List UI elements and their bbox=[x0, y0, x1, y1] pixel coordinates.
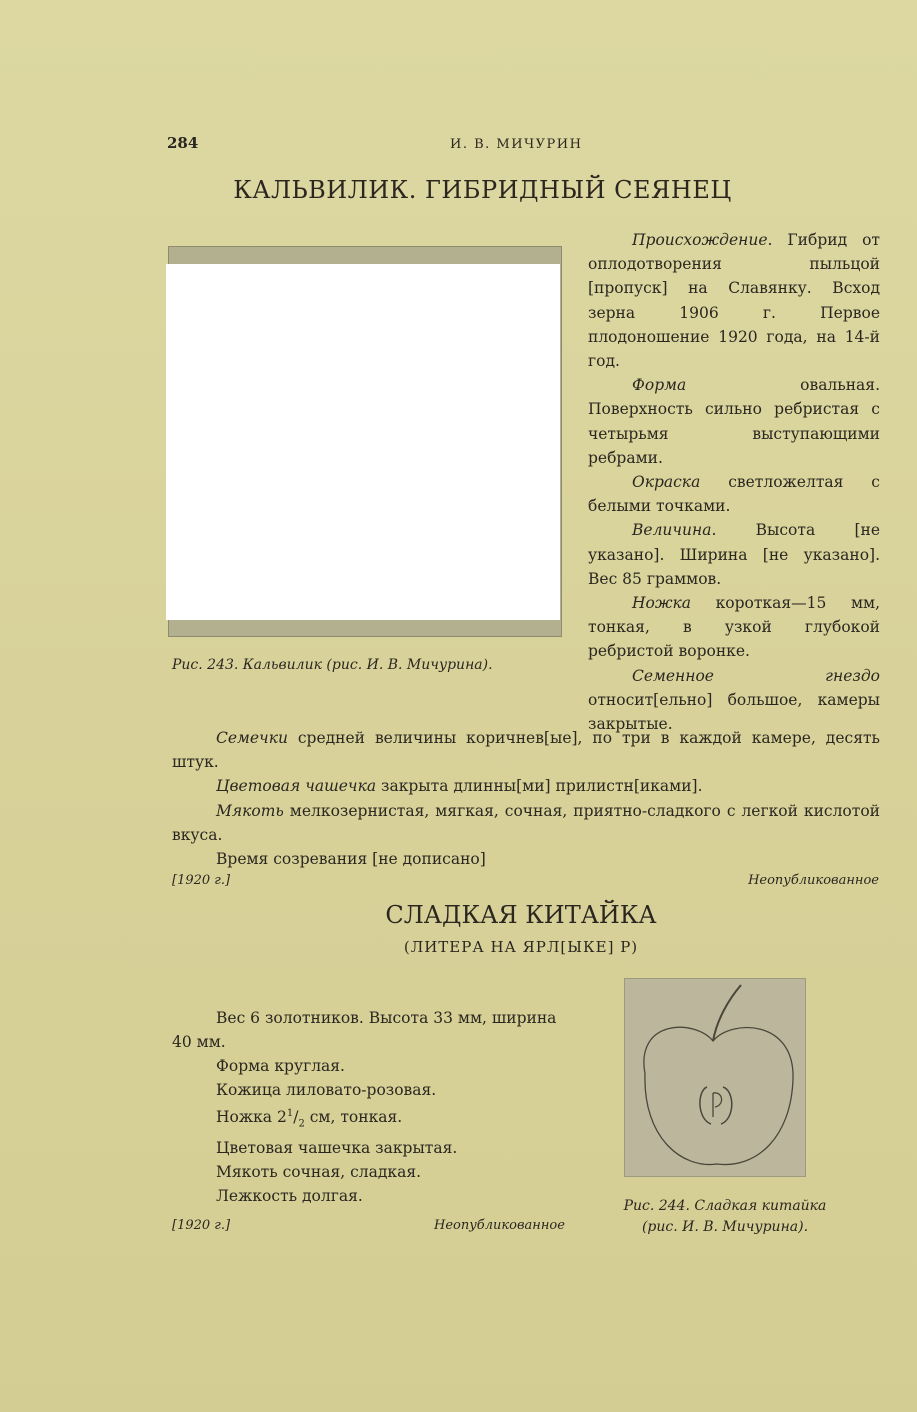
calyx-paragraph bbox=[172, 774, 880, 798]
origin-text: Гибрид от оплодотворения пыльцой [пропуск] на Славянку. Всход зерна 1906 г. Первое плодоношение 1920 года, на 14-й год. bbox=[588, 231, 880, 371]
apple-drawing bbox=[625, 979, 805, 1176]
size-text: Высота [не указано]. Ширина [не указано]. Вес 85 граммов. bbox=[588, 521, 880, 588]
figure-244-caption-line2: (рис. И. В. Мичурина). bbox=[641, 1219, 809, 1235]
stalk-paragraph bbox=[588, 591, 880, 664]
flesh-text: мелкозернистая, мягкая, сочная, приятно-сладкого с легкой кислотой вкуса. bbox=[172, 801, 880, 844]
figure-243-image bbox=[166, 264, 560, 620]
stalk-fraction-numerator: 1 bbox=[286, 1108, 294, 1119]
seed-nest-text: относит[ельно] большое, камеры закрытые. bbox=[588, 690, 880, 734]
stalk-suffix: см, тонкая. bbox=[304, 1108, 403, 1127]
seed-nest-label: Семенное гнездо bbox=[632, 666, 880, 685]
stalk-prefix: Ножка 2 bbox=[216, 1108, 287, 1127]
weight-line: Вес 6 золотников. Высота 33 мм, ширина 40 мм. bbox=[172, 1009, 557, 1051]
article1-column bbox=[588, 228, 880, 736]
flesh-label: Мякоть bbox=[216, 801, 284, 820]
keeping-line: Лежкость долгая. bbox=[216, 1187, 363, 1206]
article2-title: СЛАДКАЯ КИТАЙКА bbox=[385, 901, 657, 929]
skin-line: Кожица лиловато-розовая. bbox=[216, 1081, 437, 1099]
origin-label: Происхождение. bbox=[632, 231, 773, 249]
article2-date: [1920 г.] bbox=[172, 1218, 231, 1233]
color-text: светложелтая с белыми точками. bbox=[588, 473, 880, 516]
calyx-text: закрыта длинны[ми] прилистн[иками]. bbox=[376, 777, 703, 796]
form-line: Форма круглая. bbox=[216, 1057, 345, 1075]
apple-seed-mark bbox=[713, 1093, 722, 1117]
calyx-label: Цветовая чашечка bbox=[216, 777, 377, 796]
form-label: Форма bbox=[632, 376, 687, 395]
apple-outline bbox=[644, 1027, 793, 1164]
article2-column bbox=[172, 1006, 564, 1208]
figure-244-image bbox=[624, 978, 806, 1177]
color-paragraph bbox=[588, 470, 880, 518]
flesh-paragraph bbox=[172, 799, 880, 847]
figure-243-caption: Рис. 243. Кальвилик (рис. И. В. Мичурина). bbox=[172, 657, 493, 673]
calyx-line: Цветовая чашечка закрытая. bbox=[216, 1139, 458, 1158]
article2-status: Неопубликованное bbox=[434, 1218, 565, 1233]
article1-wide-text bbox=[172, 726, 880, 871]
article1-status: Неопубликованное bbox=[748, 873, 879, 888]
seeds-label: Семечки bbox=[216, 729, 288, 747]
apple-core-left bbox=[700, 1087, 711, 1124]
size-paragraph bbox=[588, 518, 880, 591]
form-text: овальная. Поверхность сильно ребристая с четырьмя выступающими ребрами. bbox=[588, 376, 880, 467]
stalk-fraction-denominator: 2 bbox=[298, 1118, 305, 1130]
seeds-text: средней величины коричнев[ые], по три в каждой камере, десять штук. bbox=[172, 729, 880, 772]
color-label: Окраска bbox=[632, 473, 701, 492]
running-title: И. В. МИЧУРИН bbox=[450, 137, 583, 152]
article1-date: [1920 г.] bbox=[172, 873, 231, 888]
flesh-line: Мякоть сочная, сладкая. bbox=[216, 1163, 422, 1182]
ripening-paragraph: Время созревания [не дописано] bbox=[216, 850, 486, 869]
apple-core-right bbox=[721, 1087, 732, 1124]
article1-title: КАЛЬВИЛИК. ГИБРИДНЫЙ СЕЯНЕЦ bbox=[233, 176, 732, 204]
stalk-label: Ножка bbox=[632, 594, 691, 613]
apple-stem bbox=[713, 985, 741, 1041]
form-paragraph bbox=[588, 373, 880, 470]
seeds-paragraph bbox=[172, 726, 880, 774]
stalk-line: Ножка $2^1/_2$ см, тонкая. bbox=[216, 1108, 403, 1130]
stalk-text: короткая—15 мм, тонкая, в узкой глубокой ребристой воронке. bbox=[588, 594, 880, 661]
page-number: 284 bbox=[167, 134, 199, 152]
figure-244-caption-line1: Рис. 244. Сладкая китайка bbox=[623, 1198, 827, 1214]
figure-244-caption bbox=[600, 1196, 850, 1238]
article2-subtitle: (ЛИТЕРА НА ЯРЛ[ЫКЕ] Р) bbox=[403, 938, 639, 956]
size-label: Величина. bbox=[632, 521, 717, 540]
origin-paragraph bbox=[588, 228, 880, 373]
